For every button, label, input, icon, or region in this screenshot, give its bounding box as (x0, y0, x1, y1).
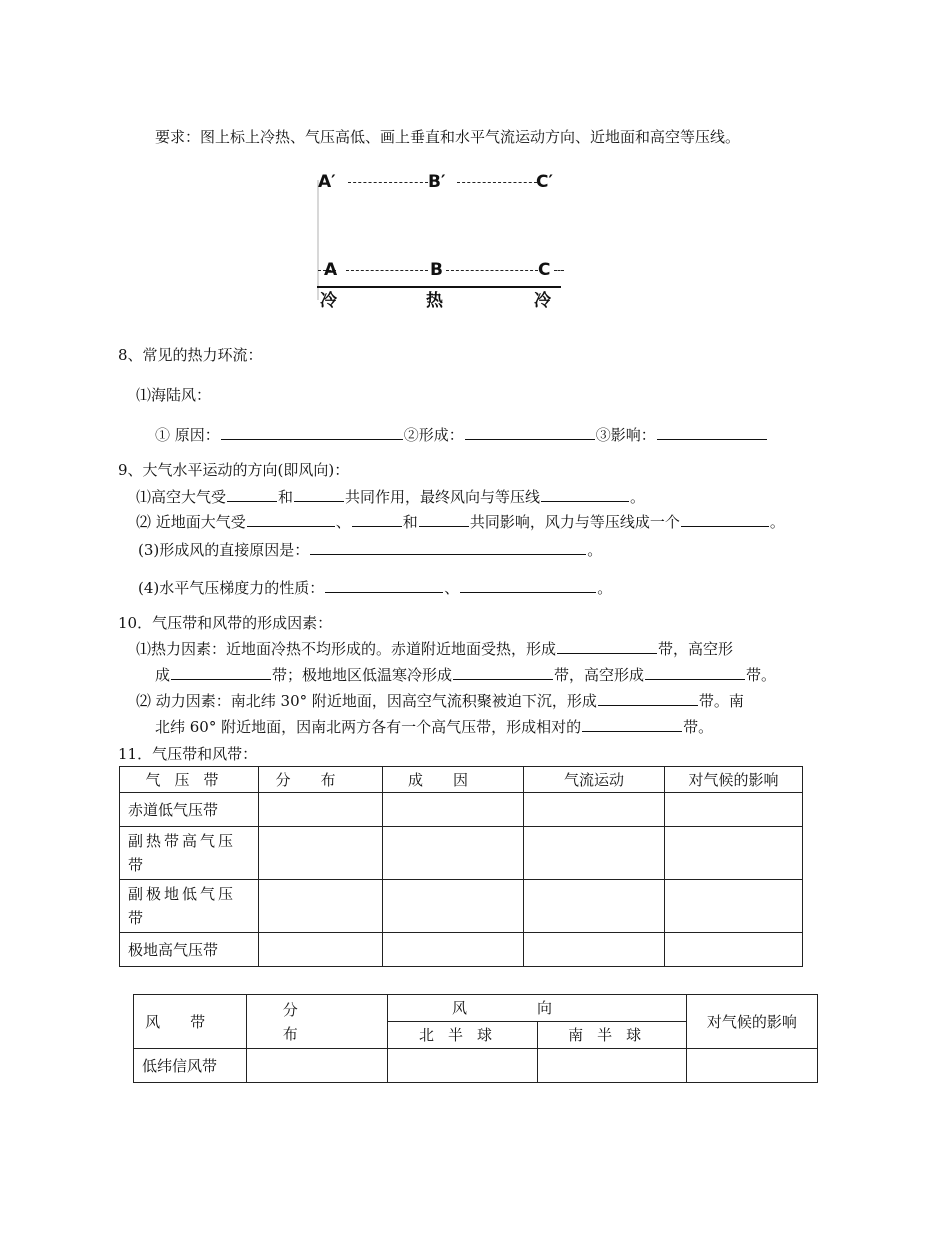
q10-l2-text-1: 成 (155, 666, 171, 684)
q8-cause-label: ① 原因： (155, 426, 220, 444)
q9-l4-text-1: (4)水平气压梯度力的性质： (138, 579, 325, 597)
table-row (120, 827, 803, 880)
q9-l2-blank-2[interactable] (352, 511, 402, 527)
q10-l2-text-4: 带。 (746, 666, 777, 684)
answer-cell[interactable] (686, 1049, 817, 1083)
q10-l3-text-2: 带。南 (698, 692, 744, 710)
q10-l2-blank-1[interactable] (171, 664, 271, 680)
header-cell (388, 995, 686, 1022)
answer-cell[interactable] (383, 827, 524, 880)
header-cause: 成因 (407, 770, 498, 789)
diagram-left-edge (317, 180, 319, 300)
q11-title: 11．气压带和风带： (118, 745, 258, 763)
wind-belt-table (133, 994, 818, 1083)
answer-cell[interactable] (524, 827, 665, 880)
pressure-belt-table (119, 766, 803, 967)
q10-l2-text-3: 带，高空形成 (554, 666, 645, 684)
header-distribution-2: 分布 (282, 1000, 352, 1043)
row-label-equatorial-low: 赤道低气压带 (120, 793, 259, 827)
q9-l1-blank-3[interactable] (541, 486, 629, 502)
q10-l1-text-1: ⑴热力因素：近地面冷热不均形成的。赤道附近地面受热，形成 (136, 640, 557, 658)
requirement-text: 要求：图上标上冷热、气压高低、画上垂直和水平气流运动方向、近地面和高空等压线。 (155, 128, 741, 146)
header-cell (388, 1022, 537, 1049)
q9-l2-text-4: 共同影响，风力与等压线成一个 (469, 513, 680, 531)
q9-l2-text-2: 、 (335, 513, 351, 531)
q9-l2-text-3: 和 (402, 513, 418, 531)
q9-l4-blank-1[interactable] (325, 577, 443, 593)
header-distribution: 分布 (275, 770, 366, 789)
row-label-subpolar-low: 副极地低气压带 (120, 880, 259, 933)
upper-isobar-dash-1 (348, 182, 428, 183)
q9-line2 (136, 511, 785, 532)
header-cell (537, 1022, 686, 1049)
answer-cell[interactable] (259, 880, 383, 933)
header-north-hemisphere: 北半球 (418, 1026, 506, 1044)
q9-l1-text-1: ⑴高空大气受 (136, 488, 227, 506)
q10-l2-blank-2[interactable] (453, 664, 553, 680)
q10-title: 10．气压带和风带的形成因素： (118, 614, 333, 632)
q9-l4-blank-2[interactable] (460, 577, 596, 593)
lower-isobar-dash-3 (554, 270, 564, 271)
q8-title: 8、常见的热力环流： (118, 346, 263, 364)
q9-l1-text-2: 和 (278, 488, 294, 506)
q9-line1 (136, 486, 645, 507)
ground-line (317, 286, 561, 288)
table-header-row (134, 995, 818, 1022)
header-cell (665, 767, 803, 793)
answer-cell[interactable] (383, 933, 524, 967)
diagram-label-b: B (430, 260, 443, 280)
q10-line1 (136, 638, 733, 659)
q8-sea-land-breeze: ⑴海陆风： (136, 386, 212, 404)
q9-l1-text-4: 。 (630, 488, 646, 506)
header-airflow: 气流运动 (563, 770, 624, 789)
header-cell (383, 767, 524, 793)
answer-cell[interactable] (665, 827, 803, 880)
q10-l2-blank-3[interactable] (645, 664, 745, 680)
ground-label-cold-right: 冷 (534, 291, 551, 311)
ground-label-cold-left: 冷 (320, 291, 337, 311)
q10-line2 (155, 664, 776, 685)
q8-cause-blank[interactable] (221, 424, 403, 440)
upper-isobar-dash-2 (457, 182, 537, 183)
answer-cell[interactable] (524, 933, 665, 967)
diagram-label-c-prime: C′ (536, 172, 553, 192)
table-row (120, 880, 803, 933)
q10-line4 (155, 716, 713, 737)
answer-cell[interactable] (383, 793, 524, 827)
q10-l4-text-1: 北纬 60° 附近地面，因南北两方各有一个高气压带，形成相对的 (155, 718, 582, 736)
header-cell (134, 995, 247, 1049)
header-climate-impact-2: 对气候的影响 (706, 1012, 797, 1031)
q8-line (155, 424, 768, 445)
q8-impact-blank[interactable] (657, 424, 767, 440)
diagram-label-c: C (538, 260, 551, 280)
table-row (120, 793, 803, 827)
header-cell (247, 995, 388, 1049)
q9-l3-text-2: 。 (587, 541, 603, 559)
row-label-polar-high: 极地高气压带 (120, 933, 259, 967)
lower-isobar-dash-2 (446, 270, 538, 271)
q10-l4-text-2: 带。 (683, 718, 714, 736)
thermal-circulation-diagram (312, 160, 572, 325)
q9-l2-text-5: 。 (769, 513, 785, 531)
header-south-hemisphere: 南半球 (568, 1026, 656, 1044)
q9-title: 9、大气水平运动的方向(即风向)： (118, 461, 350, 479)
diagram-label-a: A (324, 260, 338, 280)
row-label-subtropical-high: 副热带高气压带 (120, 827, 259, 880)
q10-l4-blank[interactable] (582, 716, 682, 732)
q9-l4-text-2: 、 (444, 579, 460, 597)
q10-l1-blank[interactable] (557, 638, 657, 654)
header-cell (120, 767, 259, 793)
q8-formation-label: ②形成： (403, 426, 464, 444)
q10-line3 (136, 690, 744, 711)
q9-line4 (138, 577, 612, 598)
lower-isobar-dash-1 (346, 270, 428, 271)
answer-cell[interactable] (259, 793, 383, 827)
answer-cell[interactable] (537, 1049, 686, 1083)
q9-l4-text-3: 。 (597, 579, 613, 597)
answer-cell[interactable] (665, 793, 803, 827)
q8-formation-blank[interactable] (465, 424, 595, 440)
answer-cell[interactable] (259, 933, 383, 967)
q9-l3-blank[interactable] (310, 539, 586, 555)
answer-cell[interactable] (259, 827, 383, 880)
answer-cell[interactable] (383, 880, 524, 933)
header-pressure-belt: 气压带 (145, 770, 233, 789)
q10-l3-text-1: ⑵ 动力因素：南北纬 30° 附近地面，因高空气流积聚被迫下沉，形成 (136, 692, 597, 710)
table-header-row (120, 767, 803, 793)
answer-cell[interactable] (524, 880, 665, 933)
answer-cell[interactable] (524, 793, 665, 827)
header-climate-impact: 对气候的影响 (688, 770, 779, 789)
q10-l1-text-2: 带，高空形 (658, 640, 734, 658)
q9-l2-text-1: ⑵ 近地面大气受 (136, 513, 246, 531)
table-row (120, 933, 803, 967)
answer-cell[interactable] (388, 1049, 537, 1083)
q10-l3-blank[interactable] (598, 690, 698, 706)
q9-l2-blank-3[interactable] (419, 511, 469, 527)
ground-label-hot: 热 (426, 291, 443, 311)
header-cell (524, 767, 665, 793)
q9-l1-blank-1[interactable] (227, 486, 277, 502)
q9-l2-blank-4[interactable] (681, 511, 769, 527)
answer-cell[interactable] (665, 880, 803, 933)
header-cell (259, 767, 383, 793)
header-wind-belt: 风带 (145, 1012, 236, 1031)
table-row (134, 1049, 818, 1083)
q8-impact-label: ③影响： (595, 426, 656, 444)
diagram-label-a-prime: A′ (318, 172, 336, 192)
header-wind-direction: 风向 (452, 999, 623, 1017)
q9-l1-text-3: 共同作用，最终风向与等压线 (345, 488, 541, 506)
q9-l1-blank-2[interactable] (294, 486, 344, 502)
answer-cell[interactable] (247, 1049, 388, 1083)
q10-l2-text-2: 带；极地地区低温寒冷形成 (272, 666, 453, 684)
diagram-label-b-prime: B′ (428, 172, 446, 192)
answer-cell[interactable] (665, 933, 803, 967)
q9-l2-blank-1[interactable] (247, 511, 335, 527)
q9-line3 (138, 539, 602, 560)
row-label-trade-wind: 低纬信风带 (134, 1049, 247, 1083)
q9-l3-text-1: (3)形成风的直接原因是： (138, 541, 310, 559)
header-cell (686, 995, 817, 1049)
